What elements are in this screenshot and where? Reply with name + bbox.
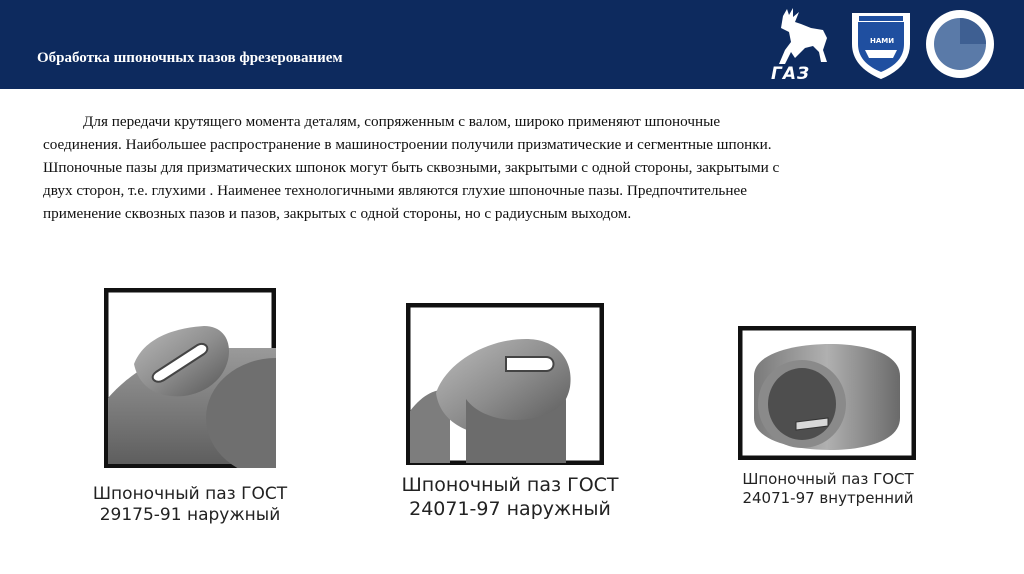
shaft-keyway-image xyxy=(104,288,276,468)
paragraph-line: двух сторон, т.е. глухими . Наименее технологичными являются глухие шпоночные пазы. Предпочтительнее xyxy=(43,182,747,199)
caption-line: Шпоночный паз ГОСТ xyxy=(742,470,914,488)
slide-title: Обработка шпоночных пазов фрезерованием xyxy=(37,50,343,66)
figure-external-keyway-1 xyxy=(104,288,276,468)
figure-caption-3 xyxy=(714,470,942,508)
paragraph-line: применение сквозных пазов и пазов, закрытых с одной стороны, но с радиусным выходом. xyxy=(43,205,632,222)
caption-line: Шпоночный паз ГОСТ xyxy=(92,484,288,504)
bushing-keyway-image xyxy=(738,326,916,460)
figure-external-keyway-2 xyxy=(406,303,604,465)
shaft-keyway-image xyxy=(406,303,604,465)
caption-line: 29175-91 наружный xyxy=(99,505,281,526)
paragraph-line: соединения. Наибольшее распространение в машиностроении получили призматические и сегментные шпонки. xyxy=(43,136,772,153)
header-bar xyxy=(0,0,1024,89)
figure-caption-1 xyxy=(84,484,296,527)
round-emblem-logo xyxy=(924,8,996,80)
paragraph-line: Для передачи крутящего момента деталям, сопряженным с валом, широко применяют шпоночные xyxy=(83,113,721,130)
caption-line: 24071-97 наружный xyxy=(409,497,611,520)
gaz-logo-text: ГАЗ xyxy=(771,64,811,84)
nami-logo-text: НАМИ xyxy=(870,37,895,45)
caption-line: 24071-97 внутренний xyxy=(742,488,914,507)
paragraph-line: Шпоночные пазы для призматических шпонок могут быть сквозными, закрытыми с одной стороны, закрытыми с xyxy=(43,159,780,176)
figure-internal-keyway xyxy=(738,326,916,460)
round-emblem-icon xyxy=(924,8,996,80)
caption-line: Шпоночный паз ГОСТ xyxy=(401,474,619,496)
nami-logo xyxy=(849,10,913,80)
figure-caption-2 xyxy=(380,474,640,522)
gaz-logo xyxy=(765,6,835,86)
shield-icon xyxy=(849,10,913,80)
body-paragraph xyxy=(43,110,993,225)
